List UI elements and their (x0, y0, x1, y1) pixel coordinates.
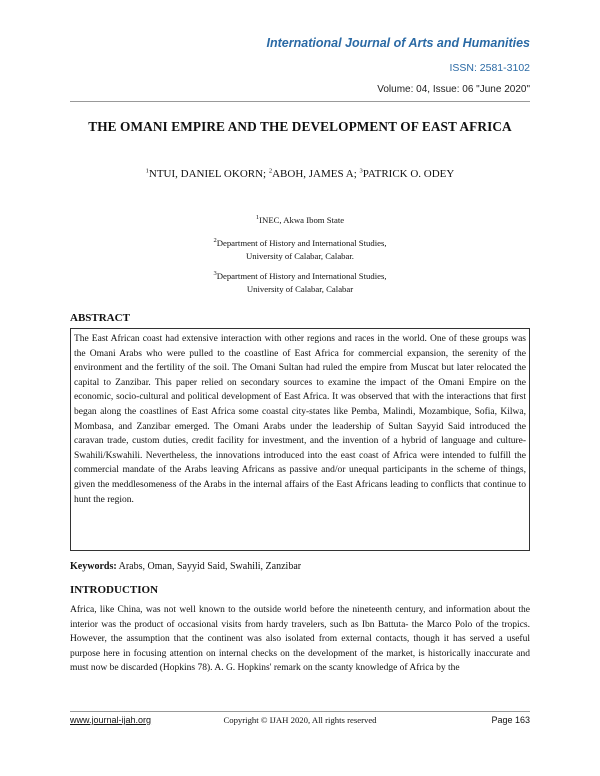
paper-title: THE OMANI EMPIRE AND THE DEVELOPMENT OF EAST AFRICA (88, 119, 512, 134)
author-3: PATRICK O. ODEY (362, 168, 455, 180)
author-1: NTUI, DANIEL OKORN; (148, 168, 269, 180)
issn: ISSN: 2581-3102 (449, 62, 530, 74)
author-1-sup: 1 (145, 167, 149, 175)
affiliation-2-line2: University of Calabar, Calabar. (246, 250, 354, 261)
affiliation-1 (0, 214, 600, 227)
volume-issue: Volume: 04, Issue: 06 "June 2020" (377, 84, 530, 95)
introduction-heading: INTRODUCTION (70, 584, 159, 596)
keywords-list: Arabs, Oman, Sayyid Said, Swahili, Zanzibar (116, 561, 302, 572)
journal-name: International Journal of Arts and Humanities (266, 36, 530, 50)
affiliation-3-sup: 3 (213, 270, 217, 278)
affiliation-2-line1: Department of History and International Studies, (216, 238, 387, 248)
journal-website-link[interactable]: www.journal-ijah.org (70, 715, 152, 725)
author-2-sup: 2 (268, 167, 273, 175)
keywords-label: Keywords: (70, 561, 117, 572)
copyright-notice: Copyright © IJAH 2020, All rights reserved (223, 715, 377, 725)
page-number: Page 163 (491, 715, 530, 725)
introduction-text: Africa, like China, was not well known to the outside world before the nineteenth century, and information about the interior was the product of occasional visits from hardy travelers, such as Ibn Battuta- the Marco Polo of the tropics. However, the assumption that the continent was also isolated from external contacts, though it has served a useful purpose here in focusing attention on internal checks on the development of the market, is historically inaccurate and must now be discarded (Hopkins 78). A. G. Hopkins' remark on the scanty knowledge of Africa by the (70, 605, 530, 674)
keywords (70, 561, 530, 572)
abstract-text: The East African coast had extensive interaction with other regions and races in the world. One of these groups was the Omani Arabs who were pulled to the coastline of East Africa for commercial expansion, the serenity of the environment and the fertility of the soil. The Omani Sultan had ruled the empire from Muscat but later relocated the capital to Zanzibar. This paper relied on secondary sources to examine the impact of the Omani Empire on the economic, socio-cultural and political development of East Africa. It was observed that with the interactions that first began along the coastlines of East Africa some coastal city-states like Pemba, Malindi, Mozambique, Sofia, Kilwa, Mombasa, and Zanzibar emerged. The Omani Arabs under the leadership of Sultan Sayyid Said introduced the caravan trade, custom duties, credit facility for investment, and the invention of a hybrid of language and culture- Swahili/Kswahili. Nevertheless, the innovations introduced into the east coast of Africa were intended to fulfill the commercial mandate of the Arabs leaving Africans as passive and/or unequal participants in the scheme of things, given the meddlesomeness of the Arabs in the internal affairs of the East Africans leading to conflicts that continue to hunt the region. (74, 334, 526, 505)
author-2: ABOH, JAMES A; (272, 168, 360, 180)
affiliation-3-line1: Department of History and International Studies, (216, 271, 387, 281)
affiliation-2 (0, 237, 600, 262)
abstract-heading: ABSTRACT (70, 312, 130, 324)
affiliation-1-sup: 1 (255, 214, 260, 222)
affiliation-1-line1: INEC, Akwa Ibom State (259, 215, 345, 225)
footer-rule (70, 711, 530, 712)
author-3-sup: 3 (359, 167, 363, 175)
abstract-box (70, 328, 530, 551)
affiliation-3 (0, 270, 600, 295)
author-list (0, 168, 600, 180)
affiliation-3-line2: University of Calabar, Calabar (246, 283, 354, 294)
header-rule (70, 101, 530, 102)
affiliation-2-sup: 2 (213, 237, 217, 245)
